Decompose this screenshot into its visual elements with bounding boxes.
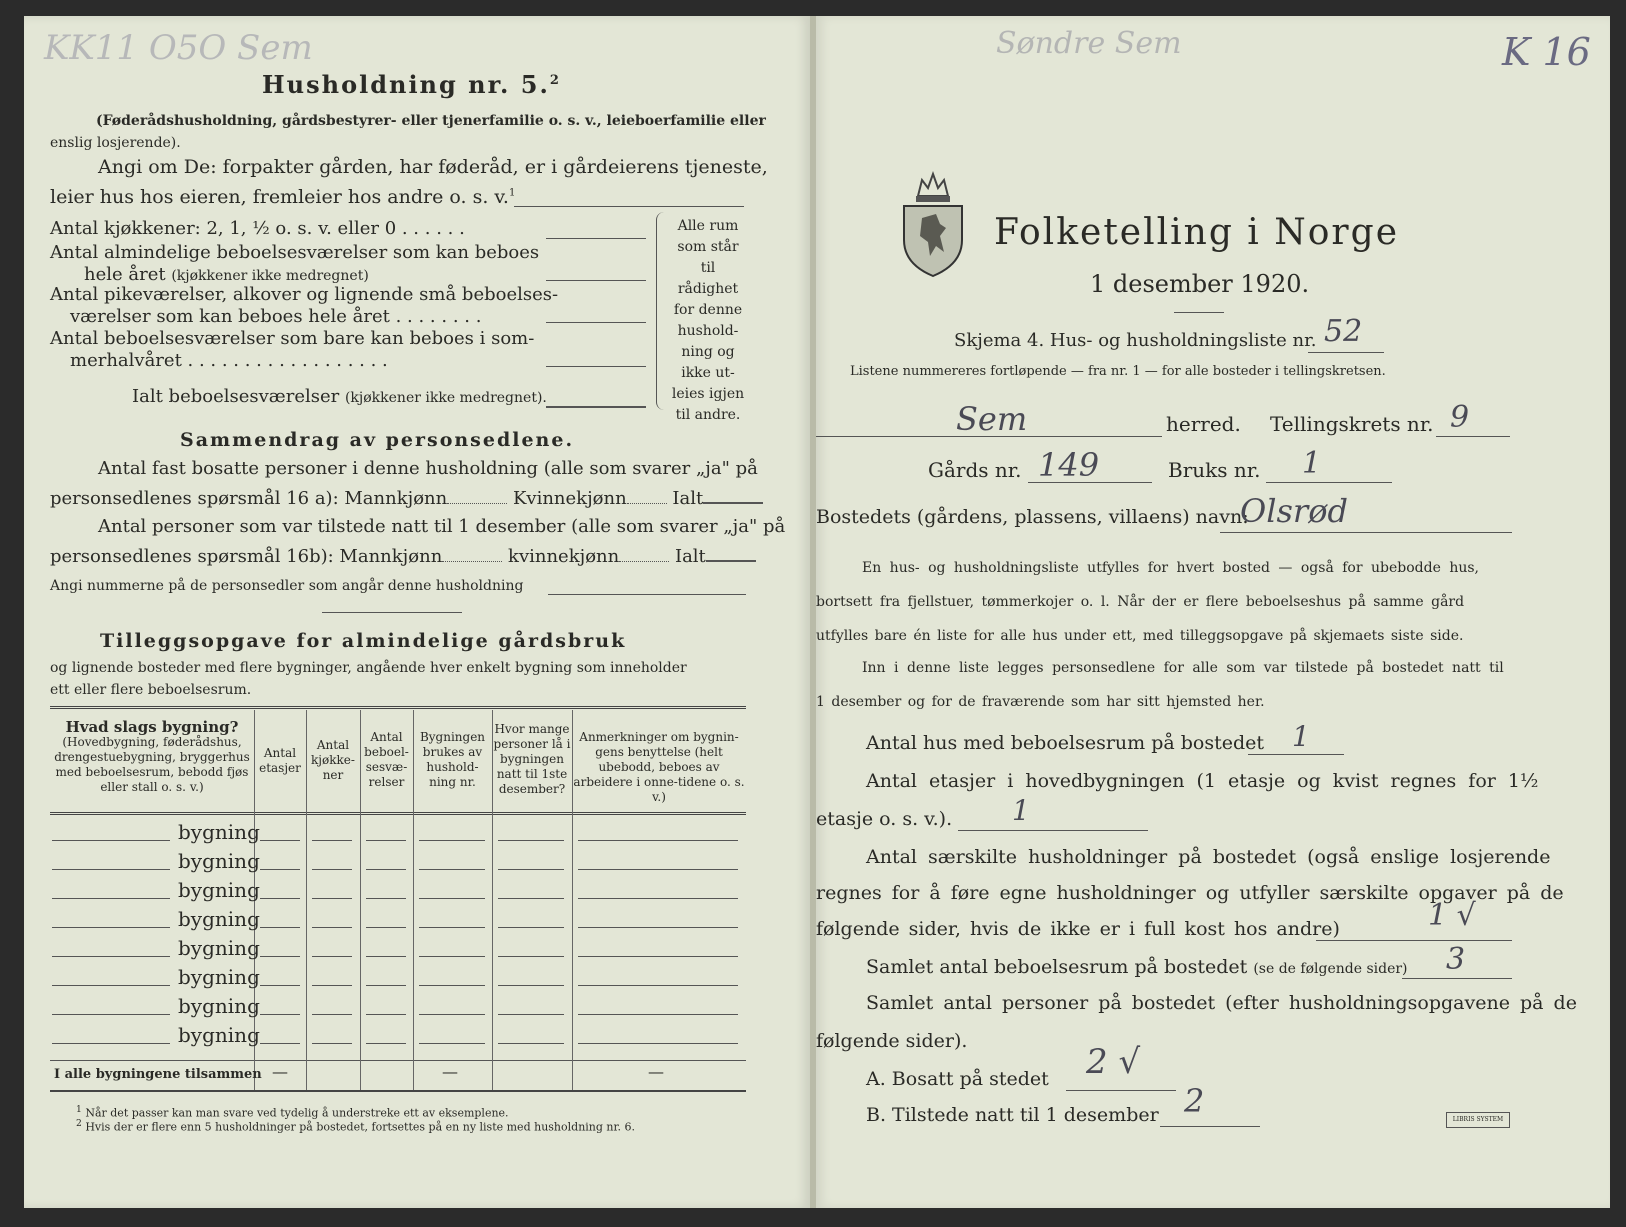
gards-line	[1028, 482, 1152, 483]
schema-label: Skjema 4. Hus- og husholdningsliste nr.	[954, 330, 1317, 351]
table-row-label: bygning	[178, 965, 260, 989]
table-row-label: bygning	[178, 936, 260, 960]
krets-value: 9	[1450, 400, 1470, 435]
left-page	[24, 16, 810, 1208]
table-cell-line	[419, 1043, 485, 1044]
numbering-note: Listene nummereres fortløpende — fra nr. 1 — for alle bosteder i tellingskretsen.	[850, 364, 1386, 379]
hus-label: Antal hus med beboelsesrum på bostedet	[866, 732, 1265, 754]
total-household: —	[442, 1062, 458, 1081]
a-line	[1066, 1090, 1176, 1091]
table-cell-line	[498, 956, 564, 957]
table-row-label: bygning	[178, 994, 260, 1018]
schema-value: 52	[1324, 314, 1363, 349]
table-cell-line	[419, 956, 485, 957]
table-cell-line	[260, 985, 300, 986]
table-cell-line	[366, 898, 406, 899]
sars-line3: følgende sider, hvis de ikke er i full kost hos andre)	[816, 918, 1340, 940]
table-cell-line	[498, 898, 564, 899]
corner-scribble-right2: K 16	[1502, 30, 1591, 74]
table-cell-line	[366, 869, 406, 870]
table-cell-line	[578, 985, 738, 986]
row-building-line	[52, 985, 170, 986]
table-cell-line	[498, 1014, 564, 1015]
schema-line	[1308, 352, 1384, 353]
herred-value: Sem	[956, 400, 1028, 438]
kjokken-line	[546, 238, 646, 239]
summary-line2: personsedlenes spørsmål 16 a): Mannkjønn Kvinnekjønn Ialt	[50, 488, 763, 509]
etasjer-line2: etasje o. s. v.).	[816, 808, 953, 830]
etasjer-value: 1	[1012, 794, 1030, 827]
krets-label: Tellingskrets nr.	[1270, 412, 1434, 436]
sars-line1: Antal særskilte husholdninger på bostedet (også enslige losjerende	[866, 846, 1551, 868]
instr-p1c: utfylles bare én liste for alle hus under ett, med tilleggsopgave på skjemaets siste side.	[816, 628, 1464, 644]
th-persons: Hvor mange personer lå i bygningen natt til 1ste desember?	[493, 722, 571, 796]
row-building-line	[52, 1014, 170, 1015]
b-label: B. Tilstede natt til 1 desember	[866, 1104, 1159, 1126]
table-cell-line	[312, 869, 352, 870]
alm-line	[546, 280, 646, 281]
extra-title: Tilleggsopgave for almindelige gårdsbruk	[100, 630, 627, 652]
table-cell-line	[260, 840, 300, 841]
summary-title: Sammendrag av personsedlene.	[180, 429, 575, 451]
table-cell-line	[419, 898, 485, 899]
table-row-label: bygning	[178, 849, 260, 873]
a-label: A. Bosatt på stedet	[866, 1068, 1049, 1090]
som-line1: Antal beboelsesværelser som bare kan beboes i som-	[50, 328, 535, 349]
som-line2: merhalvåret . . . . . . . . . . . . . . . . . .	[70, 350, 388, 371]
title-divider	[1174, 312, 1224, 313]
pike-line1: Antal pikeværelser, alkover og lignende små beboelses-	[50, 284, 559, 305]
table-cell-line	[366, 956, 406, 957]
instr-p2b: 1 desember og for de fraværende som har sitt hjemsted her.	[816, 694, 1265, 710]
footnote-1: $^1$ Når det passer kan man svare ved tydelig å understreke ett av eksemplene.	[76, 1104, 509, 1120]
extra-sub2: ett eller flere beboelsesrum.	[50, 682, 252, 698]
table-cell-line	[312, 927, 352, 928]
bosted-label: Bostedets (gårdens, plassens, villaens) navn:	[816, 506, 1249, 528]
table-cell-line	[498, 840, 564, 841]
summary-line4: personsedlenes spørsmål 16b): Mannkjønn kvinnekjønn Ialt	[50, 546, 756, 567]
table-cell-line	[260, 956, 300, 957]
hus-line	[1248, 754, 1344, 755]
row-building-line	[52, 840, 170, 841]
pike-line2: værelser som kan beboes hele året . . . . . . . .	[70, 306, 482, 327]
table-cell-line	[312, 898, 352, 899]
samlet-rom-label: Samlet antal beboelsesrum på bostedet (se de følgende sider)	[866, 956, 1408, 978]
b-value: 2	[1184, 1082, 1205, 1120]
alm-line1: Antal almindelige beboelsesværelser som kan beboes	[50, 242, 540, 263]
table-cell-line	[366, 1043, 406, 1044]
th-household: Bygningen brukes av hushold-ning nr.	[419, 730, 486, 789]
table-cell-line	[312, 985, 352, 986]
row-building-line	[52, 869, 170, 870]
table-cell-line	[578, 898, 738, 899]
summary-line1: Antal fast bosatte personer i denne husholdning (alle som svarer „ja" på	[98, 458, 758, 479]
herred-line	[816, 436, 1162, 437]
samlet-rom-value: 3	[1446, 942, 1466, 977]
table-cell-line	[578, 927, 738, 928]
table-cell-line	[260, 927, 300, 928]
table-cell-line	[498, 1043, 564, 1044]
table-cell-line	[578, 869, 738, 870]
table-cell-line	[578, 840, 738, 841]
table-cell-line	[366, 985, 406, 986]
alm-line2: hele året (kjøkkener ikke medregnet)	[84, 264, 369, 285]
table-cell-line	[578, 956, 738, 957]
household-title: Husholdning nr. 5.$^2$	[262, 70, 561, 99]
right-page	[816, 16, 1610, 1208]
b-line	[1160, 1126, 1260, 1127]
table-cell-line	[260, 1014, 300, 1015]
herred-label: herred.	[1166, 412, 1241, 436]
table-row-label: bygning	[178, 907, 260, 931]
row-building-line	[52, 1043, 170, 1044]
samlet-pers-line2: følgende sider).	[816, 1030, 968, 1052]
som-line	[546, 366, 646, 367]
bruks-value: 1	[1302, 446, 1322, 481]
th-rooms: Antal beboel-sesvæ-relser	[364, 730, 409, 789]
table-cell-line	[312, 1043, 352, 1044]
gards-label: Gårds nr.	[928, 458, 1022, 482]
hus-value: 1	[1292, 720, 1310, 753]
th-kitchens: Antal kjøkke-ner	[311, 738, 355, 782]
krets-line	[1436, 436, 1510, 437]
divider	[322, 612, 462, 613]
summary-line3: Antal personer som var tilstede natt til 1 desember (alle som svarer „ja" på	[98, 516, 786, 537]
row-building-line	[52, 927, 170, 928]
sars-line2: regnes for å føre egne husholdninger og utfyller særskilte opgaver på de	[816, 882, 1564, 904]
bruks-label: Bruks nr.	[1168, 458, 1261, 482]
extra-sub1: og lignende bosteder med flere bygninger, angående hver enkelt bygning som inneholder	[50, 660, 687, 676]
th-building: Hvad slags bygning? (Hovedbygning, føderådshus, drengestuebygning, bryggerhus med beboelsesrum, bebodd fjøs eller stall o. s. v.)	[54, 718, 250, 794]
summary-line5: Angi nummerne på de personsedler som angår denne husholdning	[50, 578, 524, 594]
household-sub2: enslig losjerende).	[50, 135, 181, 151]
table-cell-line	[498, 927, 564, 928]
footnote-2: $^2$ Hvis der er flere enn 5 husholdninger på bostedet, fortsettes på en ny liste med husholdning nr. 6.	[76, 1118, 636, 1134]
table-cell-line	[366, 1014, 406, 1015]
q1-line2: leier hus hos eieren, fremleier hos andre o. s. v.$^1$	[50, 186, 516, 208]
table-cell-line	[419, 869, 485, 870]
gards-value: 149	[1038, 446, 1100, 484]
table-cell-line	[260, 898, 300, 899]
total-floors: —	[272, 1062, 288, 1081]
table-cell-line	[312, 956, 352, 957]
table-cell-line	[578, 1043, 738, 1044]
table-cell-line	[419, 927, 485, 928]
q1-line1: Angi om De: forpakter gården, har føderåd, er i gårdeierens tjeneste,	[98, 156, 768, 178]
table-cell-line	[419, 840, 485, 841]
table-cell-line	[312, 1014, 352, 1015]
book-spine	[810, 16, 816, 1208]
row-building-line	[52, 956, 170, 957]
table-cell-line	[312, 840, 352, 841]
corner-scribble: KK11 O5O Sem	[44, 28, 313, 68]
table-cell-line	[498, 869, 564, 870]
q1-answer-line	[514, 206, 744, 207]
instr-p1a: En hus- og husholdningsliste utfylles for hvert bosted — også for ubebodde hus,	[862, 560, 1479, 576]
table-cell-line	[419, 985, 485, 986]
ialt-rom-line	[546, 406, 646, 408]
table-cell-line	[260, 1043, 300, 1044]
sars-answer-line	[1316, 940, 1512, 941]
brace	[656, 212, 667, 410]
coat-of-arms-icon	[900, 166, 966, 282]
ialt-rom: Ialt beboelsesværelser (kjøkkener ikke medregnet).	[132, 386, 547, 407]
table-cell-line	[419, 1014, 485, 1015]
table-cell-line	[578, 1014, 738, 1015]
total-notes: —	[648, 1062, 664, 1081]
main-title: Folketelling i Norge	[994, 212, 1399, 253]
corner-scribble-right: Søndre Sem	[996, 26, 1182, 61]
th-floors: Antal etasjer	[259, 746, 301, 775]
samlet-rom-line	[1402, 978, 1512, 979]
household-sub1: (Føderådshusholdning, gårdsbestyrer- eller tjenerfamilie o. s. v., leieboerfamilie eller	[96, 113, 766, 129]
table-row-label: bygning	[178, 878, 260, 902]
bruks-line	[1266, 482, 1392, 483]
pike-line	[546, 322, 646, 323]
a-value: 2 √	[1086, 1042, 1141, 1082]
brace-note: Alle rum som står til rådighet for denne hushold- ning og ikke ut- leies igjen til andre.	[671, 218, 745, 423]
table-row-label: bygning	[178, 1023, 260, 1047]
sars-value: 1 √	[1428, 898, 1476, 933]
bosted-value: Olsrød	[1240, 492, 1348, 530]
kjokken-label: Antal kjøkkener: 2, 1, ½ o. s. v. eller 0 . . . . . .	[50, 218, 465, 239]
th-notes: Anmerkninger om bygnin-gens benyttelse (helt ubebodd, beboes av arbeidere i onne-tidene o. s. v.)	[573, 730, 745, 804]
summary-line5-answer	[548, 594, 746, 595]
instr-p1b: bortsett fra fjellstuer, tømmerkojer o. l. Når der er flere beboelseshus på samme gård	[816, 594, 1465, 610]
table-row-label: bygning	[178, 820, 260, 844]
etasjer-answer-line	[958, 830, 1148, 831]
bosted-line	[1220, 532, 1512, 533]
row-building-line	[52, 898, 170, 899]
table-cell-line	[366, 927, 406, 928]
printer-stamp: LIBRIS SYSTEM	[1446, 1112, 1510, 1128]
instr-p2a: Inn i denne liste legges personsedlene for alle som var tilstede på bostedet natt til	[862, 660, 1504, 676]
etasjer-line1: Antal etasjer i hovedbygningen (1 etasje og kvist regnes for 1½	[866, 770, 1539, 792]
table-cell-line	[260, 869, 300, 870]
table-cell-line	[498, 985, 564, 986]
samlet-pers-line1: Samlet antal personer på bostedet (efter husholdningsopgavene på de	[866, 992, 1577, 1014]
census-date: 1 desember 1920.	[1090, 270, 1310, 298]
table-cell-line	[366, 840, 406, 841]
total-label: I alle bygningene tilsammen	[54, 1067, 262, 1082]
